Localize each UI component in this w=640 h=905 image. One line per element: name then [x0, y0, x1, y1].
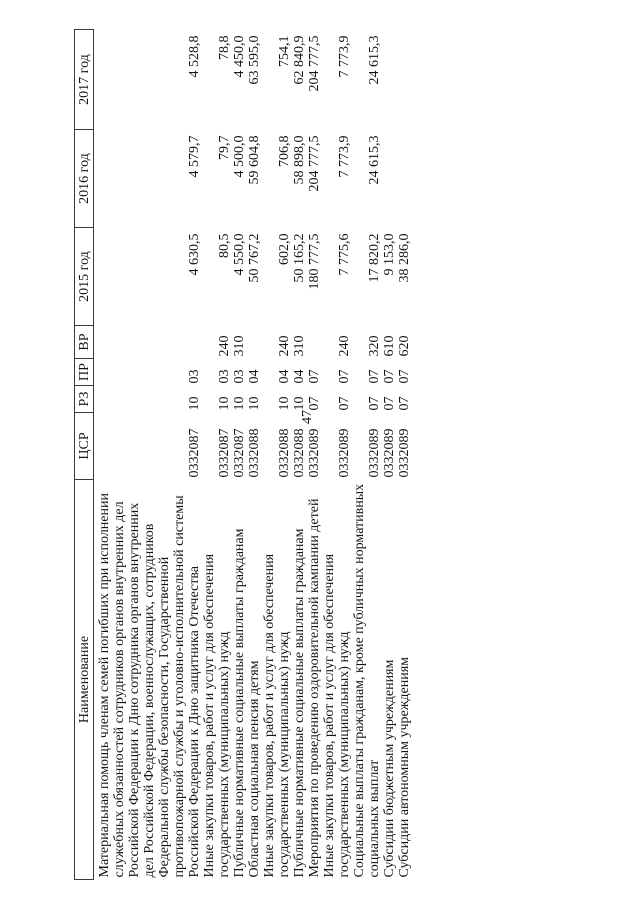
row-2015: 80,5 — [217, 233, 232, 258]
row-pr: 04 — [292, 369, 307, 384]
row-name: Субсидии бюджетным учреждениям — [382, 659, 397, 878]
row-2017: 78,8 — [217, 35, 232, 60]
row-rz: 10 — [217, 396, 232, 411]
row-2015: 7 775,6 — [337, 233, 352, 276]
row-name: Материальная помощь членам семей погибших при исполнении служебных обязанностей сотрудников органов внутренних дел Российской Федерации к Дню сотрудника органов внутренних дел Российской Федерации, военнослужащих, сотрудников Федеральной службы безопасности, Государственной противопожарной службы и уголовно-исполнительной системы Российской Федерации к Дню защитника Отечества — [97, 493, 202, 878]
table-row — [307, 30, 322, 880]
row-vr: 610 — [382, 335, 397, 357]
row-rz: 10 — [277, 396, 292, 411]
row-rz: 10 — [247, 396, 262, 411]
row-2017: 4 528,8 — [187, 35, 202, 78]
row-2017: 204 777,5 — [307, 35, 322, 92]
row-vr — [307, 326, 322, 359]
row-pr: 07 — [382, 369, 397, 384]
header-rz: РЗ — [75, 386, 94, 413]
row-name: Иные закупки товаров, работ и услуг для обеспечения государственных (муниципальных) нужд — [202, 553, 232, 878]
row-pr: 03 — [232, 369, 247, 384]
table-row — [322, 30, 352, 880]
row-csr: 0332088 — [292, 428, 307, 478]
row-csr: 0332089 — [307, 428, 322, 478]
row-2016: 58 898,0 — [292, 135, 307, 185]
row-name: Публичные нормативные социальные выплаты гражданам — [232, 528, 247, 878]
header-pr: ПР — [75, 359, 94, 386]
row-vr — [247, 326, 262, 359]
table-row — [292, 30, 307, 880]
row-2015: 50 165,2 — [292, 233, 307, 283]
row-name: Субсидии автономным учреждениям — [397, 656, 412, 878]
row-csr: 0332089 — [382, 428, 397, 478]
row-csr: 0332087 — [187, 428, 202, 478]
row-2016: 24 615,3 — [367, 135, 382, 185]
row-2015: 4 630,5 — [187, 233, 202, 276]
row-rz: 07 — [367, 396, 382, 411]
row-pr: 07 — [367, 369, 382, 384]
row-2015: 602,0 — [277, 233, 292, 265]
row-2015: 9 153,0 — [382, 233, 397, 276]
row-2015: 50 767,2 — [247, 233, 262, 283]
row-csr: 0332089 — [337, 428, 352, 478]
row-name: Областная социальная пенсия детям — [247, 660, 262, 878]
row-vr: 320 — [367, 335, 382, 357]
row-pr: 07 — [337, 369, 352, 384]
table-header — [75, 30, 94, 880]
row-2017 — [397, 30, 412, 130]
row-csr: 0332088 — [247, 428, 262, 478]
row-2016: 79,7 — [217, 135, 232, 160]
row-rz: 10 — [232, 396, 247, 411]
row-pr: 04 — [277, 369, 292, 384]
page-number: 47 — [300, 410, 315, 424]
table-row — [382, 30, 397, 880]
budget-table — [74, 29, 412, 880]
row-vr: 310 — [292, 335, 307, 357]
table-row — [247, 30, 262, 880]
row-2016: 59 604,8 — [247, 135, 262, 185]
table-row — [397, 30, 412, 880]
row-2016: 7 773,9 — [337, 135, 352, 178]
row-csr: 0332087 — [232, 428, 247, 478]
row-2017: 7 773,9 — [337, 35, 352, 78]
row-name: Иные закупки товаров, работ и услуг для обеспечения государственных (муниципальных) нужд — [322, 553, 352, 878]
row-rz: 07 — [397, 396, 412, 411]
row-vr: 240 — [217, 335, 232, 357]
row-2016: 204 777,5 — [307, 135, 322, 192]
row-csr: 0332089 — [367, 428, 382, 478]
row-rz: 10 — [292, 396, 307, 411]
header-2017: 2017 год — [75, 30, 94, 130]
row-2015: 180 777,5 — [307, 233, 322, 290]
row-2017: 63 595,0 — [247, 35, 262, 85]
row-2016: 4 579,7 — [187, 135, 202, 178]
row-name: Мероприятия по проведению оздоровительной кампании детей — [307, 498, 322, 878]
row-csr: 0332088 — [277, 428, 292, 478]
row-2017 — [382, 30, 397, 130]
row-vr — [94, 326, 203, 359]
row-rz: 10 — [187, 396, 202, 411]
row-pr: 07 — [397, 369, 412, 384]
row-pr: 03 — [217, 369, 232, 384]
header-csr: ЦСР — [75, 413, 94, 480]
table-body — [94, 30, 413, 880]
header-name: Наименование — [75, 480, 94, 880]
row-rz: 07 — [337, 396, 352, 411]
row-2016 — [397, 130, 412, 228]
table-row — [352, 30, 382, 880]
row-rz: 07 — [382, 396, 397, 411]
row-2016: 4 500,0 — [232, 135, 247, 178]
row-rz: 07 — [307, 396, 322, 411]
table-row — [262, 30, 292, 880]
row-2017: 754,1 — [277, 35, 292, 67]
row-csr: 0332087 — [217, 428, 232, 478]
row-vr: 240 — [337, 335, 352, 357]
row-vr: 620 — [397, 335, 412, 357]
row-pr: 03 — [187, 369, 202, 384]
row-2015: 17 820,2 — [367, 233, 382, 283]
table-row — [232, 30, 247, 880]
row-vr: 240 — [277, 335, 292, 357]
row-2015: 38 286,0 — [397, 233, 412, 283]
row-vr: 310 — [232, 335, 247, 357]
row-2016 — [382, 130, 397, 228]
header-2015: 2015 год — [75, 228, 94, 326]
row-2017: 24 615,3 — [367, 35, 382, 85]
rotated-budget-page — [74, 30, 594, 880]
row-2016: 706,8 — [277, 135, 292, 167]
row-pr: 07 — [307, 369, 322, 384]
row-name: Социальные выплаты гражданам, кроме публичных нормативных социальных выплат — [352, 483, 382, 878]
row-csr: 0332089 — [397, 428, 412, 478]
row-pr: 04 — [247, 369, 262, 384]
header-2016: 2016 год — [75, 130, 94, 228]
row-2015: 4 550,0 — [232, 233, 247, 276]
row-name: Публичные нормативные социальные выплаты гражданам — [292, 528, 307, 878]
header-vr: ВР — [75, 326, 94, 359]
row-name: Иные закупки товаров, работ и услуг для обеспечения государственных (муниципальных) нужд — [262, 553, 292, 878]
row-2017: 4 450,0 — [232, 35, 247, 78]
table-row — [94, 30, 203, 880]
row-2017: 62 840,9 — [292, 35, 307, 85]
table-row — [202, 30, 232, 880]
